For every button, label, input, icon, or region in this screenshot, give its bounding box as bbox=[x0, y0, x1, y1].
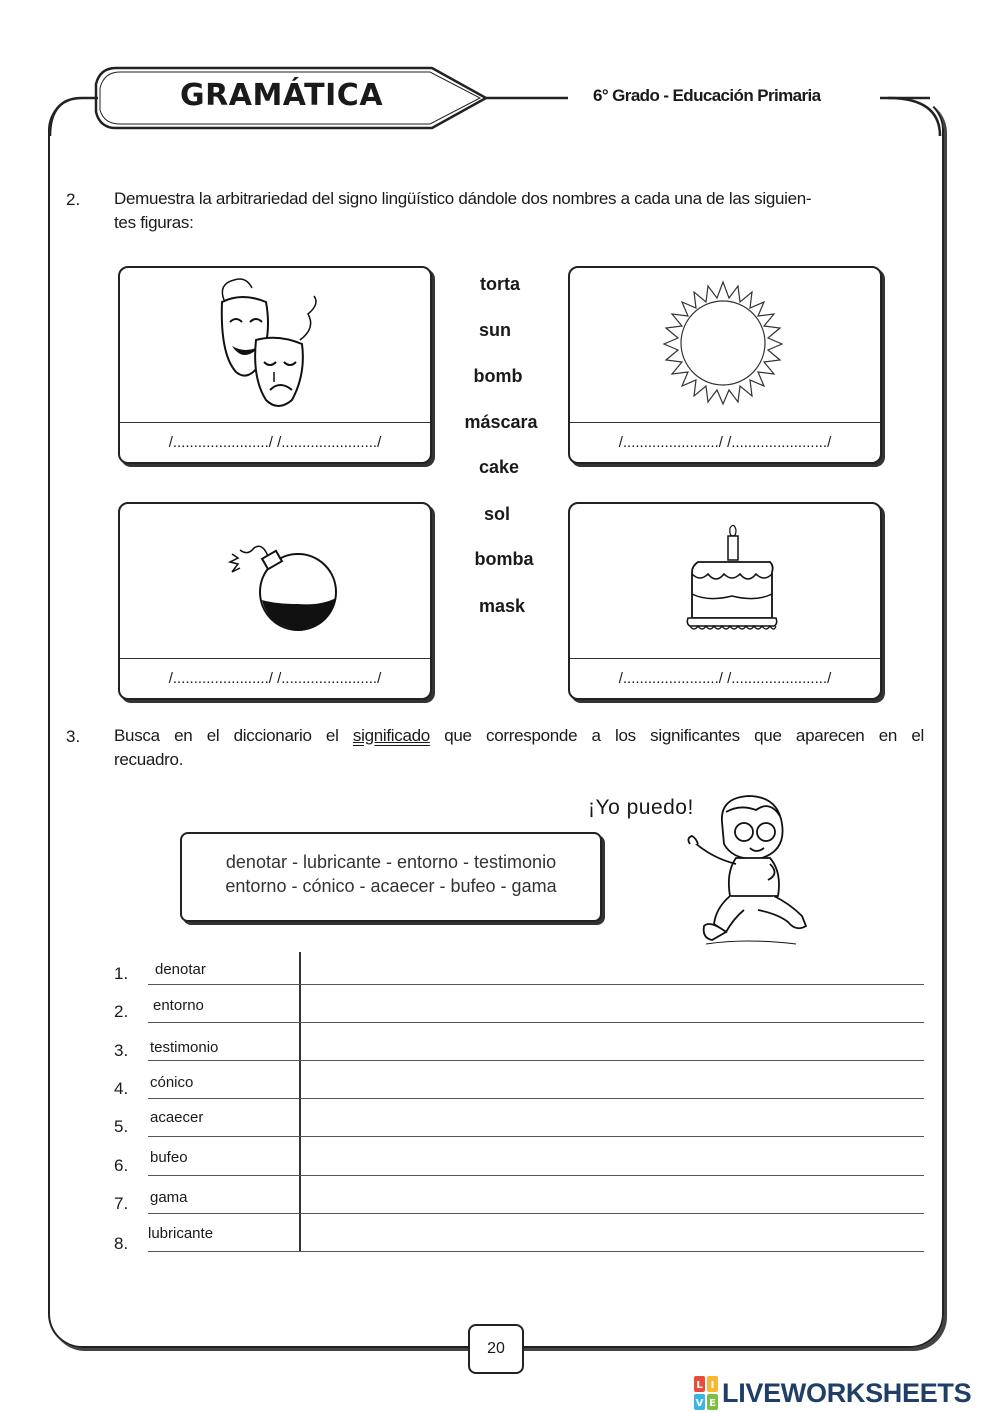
page-number: 20 bbox=[468, 1324, 524, 1374]
answer-blank[interactable]: /......................./ /......................./ bbox=[168, 670, 382, 687]
row-word: acaecer bbox=[150, 1109, 204, 1126]
row-word: denotar bbox=[155, 961, 206, 978]
masks-icon bbox=[212, 274, 332, 414]
word-item: bomba bbox=[474, 549, 534, 569]
logo-letter: E bbox=[709, 1398, 716, 1409]
word-box-line1: denotar - lubricante - entorno - testimonio bbox=[225, 852, 557, 872]
question-2-line2: tes figuras: bbox=[114, 213, 194, 232]
question-2-number: 2. bbox=[66, 190, 81, 209]
bomb-icon bbox=[220, 534, 350, 634]
word-item: sol bbox=[483, 504, 510, 524]
row-number: 6. bbox=[114, 1156, 129, 1175]
row-word: lubricante bbox=[148, 1225, 214, 1242]
boy-illustration-icon bbox=[686, 792, 816, 952]
word-item: cake bbox=[478, 457, 520, 477]
panel-masks bbox=[118, 266, 432, 464]
column-divider bbox=[299, 952, 301, 1252]
row-number: 5. bbox=[114, 1117, 129, 1136]
word-item: sun bbox=[478, 320, 511, 340]
word-item: bomb bbox=[473, 366, 523, 386]
panel-sun bbox=[568, 266, 882, 464]
question-3-line1 bbox=[114, 724, 924, 748]
word-item: mask bbox=[478, 596, 526, 616]
header-title: GRAMÁTICA bbox=[180, 78, 384, 113]
row-answer-line[interactable] bbox=[148, 984, 924, 985]
answer-blank[interactable]: /......................./ /......................./ bbox=[618, 434, 832, 451]
answer-blank[interactable]: /......................./ /......................./ bbox=[618, 670, 832, 687]
q3-highlight-word: significado bbox=[352, 726, 430, 745]
row-answer-line[interactable] bbox=[148, 1136, 924, 1137]
answer-blank[interactable]: /......................./ /......................./ bbox=[168, 434, 382, 451]
row-number: 1. bbox=[114, 964, 129, 983]
cake-icon bbox=[678, 522, 788, 642]
logo-letter: V bbox=[695, 1398, 704, 1409]
word-item: torta bbox=[480, 274, 520, 294]
row-word: testimonio bbox=[150, 1039, 219, 1056]
word-item: máscara bbox=[464, 412, 538, 432]
liveworksheets-logo bbox=[694, 1375, 971, 1411]
q3-text-before: Busca en el diccionario el bbox=[114, 726, 353, 745]
question-2-line1: Demuestra la arbitrariedad del signo lingüístico dándole dos nombres a cada una de las siguien- bbox=[114, 189, 812, 208]
row-answer-line[interactable] bbox=[148, 1213, 924, 1214]
word-box-line2: entorno - cónico - acaecer - bufeo - gama bbox=[225, 876, 557, 896]
row-number: 2. bbox=[114, 1002, 129, 1021]
logo-letter: L bbox=[696, 1380, 703, 1391]
row-number: 3. bbox=[114, 1041, 129, 1060]
row-word: bufeo bbox=[150, 1149, 188, 1166]
row-word: gama bbox=[150, 1189, 188, 1206]
word-box bbox=[180, 832, 602, 922]
row-answer-line[interactable] bbox=[148, 1175, 924, 1176]
row-answer-line[interactable] bbox=[148, 1098, 924, 1099]
row-number: 8. bbox=[114, 1234, 129, 1253]
grade-label: 6° Grado - Educación Primaria bbox=[589, 86, 824, 106]
question-3-number: 3. bbox=[66, 727, 81, 746]
row-answer-line[interactable] bbox=[148, 1022, 924, 1023]
row-answer-line[interactable] bbox=[148, 1060, 924, 1061]
brand-name[interactable]: LIVEWORKSHEETS bbox=[722, 1377, 972, 1408]
logo-letter: I bbox=[710, 1380, 715, 1391]
q3-text-after: que corresponde a los significantes que aparecen en el bbox=[429, 726, 924, 745]
row-word: entorno bbox=[153, 997, 204, 1014]
panel-cake bbox=[568, 502, 882, 700]
row-number: 4. bbox=[114, 1079, 129, 1098]
panel-bomb bbox=[118, 502, 432, 700]
logo-blocks-icon bbox=[694, 1376, 718, 1410]
row-number: 7. bbox=[114, 1194, 129, 1213]
exclamation-label: ¡Yo puedo! bbox=[588, 796, 694, 819]
sun-icon bbox=[658, 278, 788, 408]
row-word: cónico bbox=[150, 1074, 194, 1091]
row-answer-line[interactable] bbox=[148, 1251, 924, 1252]
question-3-line2: recuadro. bbox=[114, 750, 184, 769]
